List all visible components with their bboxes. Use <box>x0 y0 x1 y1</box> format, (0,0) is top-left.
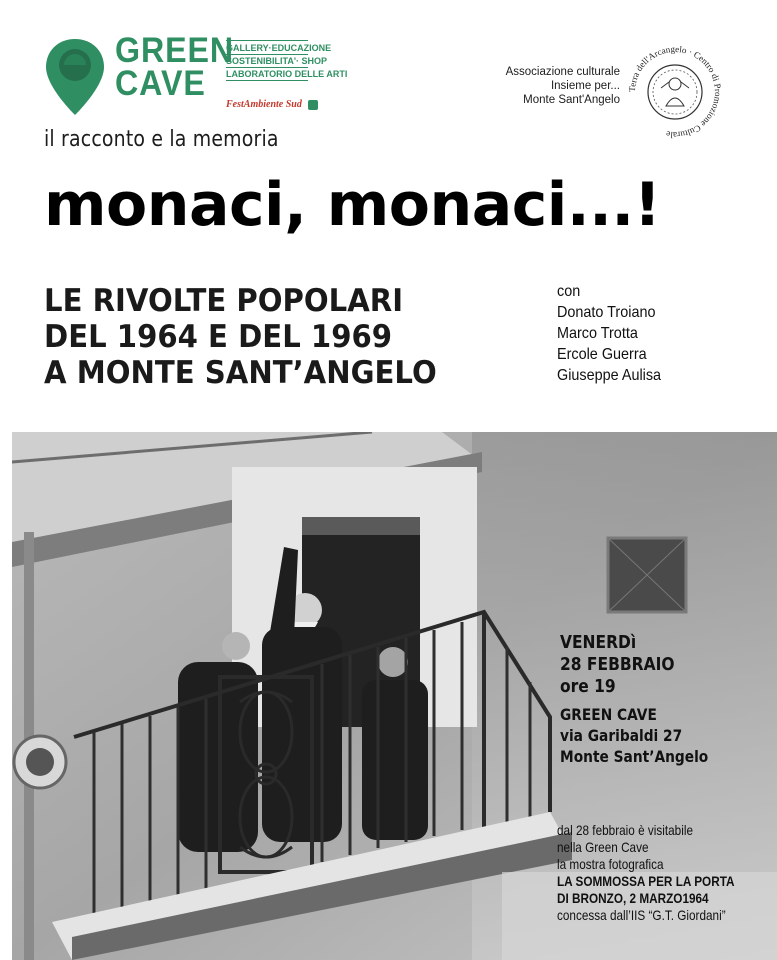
brand-tags <box>226 40 348 81</box>
exhibition-note <box>557 822 735 924</box>
main-title: monaci, monaci...! <box>44 170 661 240</box>
brand-tag: SOSTENIBILITA'· SHOP <box>226 56 327 66</box>
subtitle-line1: LE RIVOLTE POPOLARI <box>44 283 404 319</box>
exhibition-line1: dal 28 febbraio è visitabile <box>557 822 693 838</box>
festambiente-logo: FestAmbiente Sud <box>226 99 302 110</box>
exhibition-credit: concessa dall’IIS “G.T. Giordani” <box>557 907 726 923</box>
association-text <box>480 65 620 107</box>
event-town: Monte Sant’Angelo <box>560 747 709 766</box>
association-seal-logo <box>625 42 725 142</box>
brand-name-line2: CAVE <box>115 64 206 103</box>
event-day: VENERDì <box>560 632 637 653</box>
sponsor-logos <box>226 99 318 110</box>
seal-text: Terra dell'Arcangelo · Centro di Promozione Culturale <box>626 43 724 141</box>
exhibition-title2: DI BRONZO, 2 MARZO1964 <box>557 890 709 906</box>
event-date: 28 FEBBRAIO <box>560 654 675 675</box>
exhibition-line2: nella Green Cave <box>557 839 649 855</box>
speaker-name: Ercole Guerra <box>557 346 647 363</box>
association-line1: Associazione culturale <box>505 66 620 78</box>
exhibition-title1: LA SOMMOSSA PER LA PORTA <box>557 873 735 889</box>
subtitle <box>44 283 437 391</box>
event-location <box>560 704 708 767</box>
speaker-name: Donato Troiano <box>557 304 656 321</box>
speakers-intro: con <box>557 283 581 300</box>
speaker-name: Giuseppe Aulisa <box>557 367 662 384</box>
event-time: ore 19 <box>560 676 616 697</box>
subtitle-line2: DEL 1964 E DEL 1969 <box>44 319 393 355</box>
brand-tag: LABORATORIO DELLE ARTI <box>226 69 348 79</box>
event-datetime <box>560 632 675 698</box>
event-venue: GREEN CAVE <box>560 705 657 724</box>
map-pin-icon <box>44 37 106 117</box>
event-address: via Garibaldi 27 <box>560 726 683 745</box>
speakers-list <box>557 281 661 386</box>
svg-text:Terra dell'Arcangelo · Centro <box>627 44 723 140</box>
legambiente-logo-icon <box>308 100 318 110</box>
speaker-name: Marco Trotta <box>557 325 638 342</box>
brand-name-line1: GREEN <box>115 31 235 70</box>
brand-tag: GALLERY·EDUCAZIONE <box>226 43 332 53</box>
exhibition-line3: la mostra fotografica <box>557 856 664 872</box>
association-line3: Monte Sant'Angelo <box>523 94 620 106</box>
subtitle-line3: A MONTE SANT’ANGELO <box>44 355 437 391</box>
association-line2: Insieme per... <box>550 80 620 92</box>
brand-tagline: il racconto e la memoria <box>44 127 279 152</box>
